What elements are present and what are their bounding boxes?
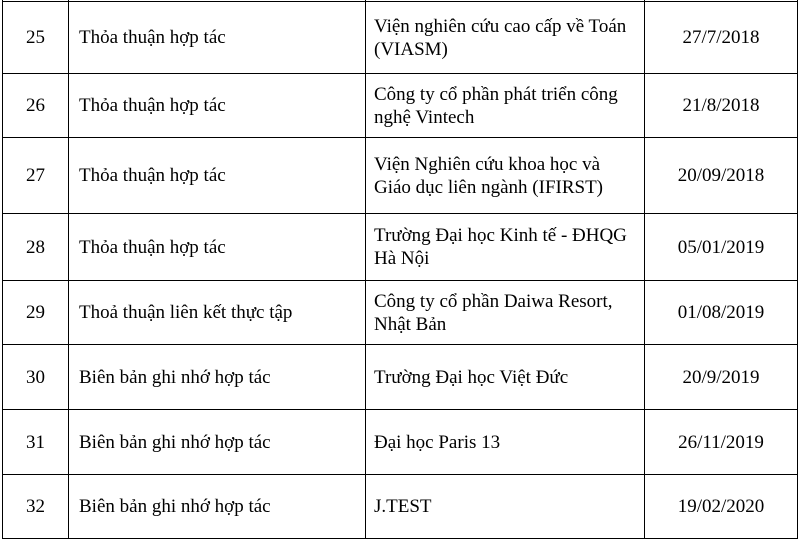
cell-no: 31 [3, 410, 69, 475]
table-row [3, 281, 798, 345]
cell-type: Thỏa thuận hợp tác [69, 214, 366, 281]
table-row [3, 74, 798, 138]
cell-no: 26 [3, 74, 69, 138]
cell-date: 05/01/2019 [645, 214, 798, 281]
cell-no: 28 [3, 214, 69, 281]
cell-no: 30 [3, 345, 69, 410]
cell-no: 27 [3, 138, 69, 214]
cell-partner: Đại học Paris 13 [366, 410, 645, 475]
cell-partner: Trường Đại học Kinh tế - ĐHQG Hà Nội [366, 214, 645, 281]
cell-no: 25 [3, 2, 69, 74]
cell-type: Thỏa thuận hợp tác [69, 138, 366, 214]
table-row [3, 214, 798, 281]
cell-partner: Trường Đại học Việt Đức [366, 345, 645, 410]
cell-type: Thoả thuận liên kết thực tập [69, 281, 366, 345]
cell-type: Biên bản ghi nhớ hợp tác [69, 475, 366, 539]
cell-partner: Viện Nghiên cứu khoa học và Giáo dục liên ngành (IFIRST) [366, 138, 645, 214]
cell-date: 21/8/2018 [645, 74, 798, 138]
cell-date: 20/09/2018 [645, 138, 798, 214]
cell-partner: Công ty cổ phần Daiwa Resort, Nhật Bản [366, 281, 645, 345]
cell-partner: J.TEST [366, 475, 645, 539]
table-row [3, 410, 798, 475]
cell-date: 26/11/2019 [645, 410, 798, 475]
table-row [3, 2, 798, 74]
agreements-table [2, 0, 798, 539]
cell-date: 20/9/2019 [645, 345, 798, 410]
cell-type: Thỏa thuận hợp tác [69, 74, 366, 138]
cell-partner: Công ty cổ phần phát triển công nghệ Vintech [366, 74, 645, 138]
cell-no: 29 [3, 281, 69, 345]
table-row [3, 345, 798, 410]
cell-date: 19/02/2020 [645, 475, 798, 539]
cell-type: Biên bản ghi nhớ hợp tác [69, 410, 366, 475]
cell-no: 32 [3, 475, 69, 539]
cell-date: 01/08/2019 [645, 281, 798, 345]
cell-type: Biên bản ghi nhớ hợp tác [69, 345, 366, 410]
cell-partner: Viện nghiên cứu cao cấp về Toán (VIASM) [366, 2, 645, 74]
cell-type: Thỏa thuận hợp tác [69, 2, 366, 74]
cell-date: 27/7/2018 [645, 2, 798, 74]
table-row [3, 475, 798, 539]
table-row [3, 138, 798, 214]
